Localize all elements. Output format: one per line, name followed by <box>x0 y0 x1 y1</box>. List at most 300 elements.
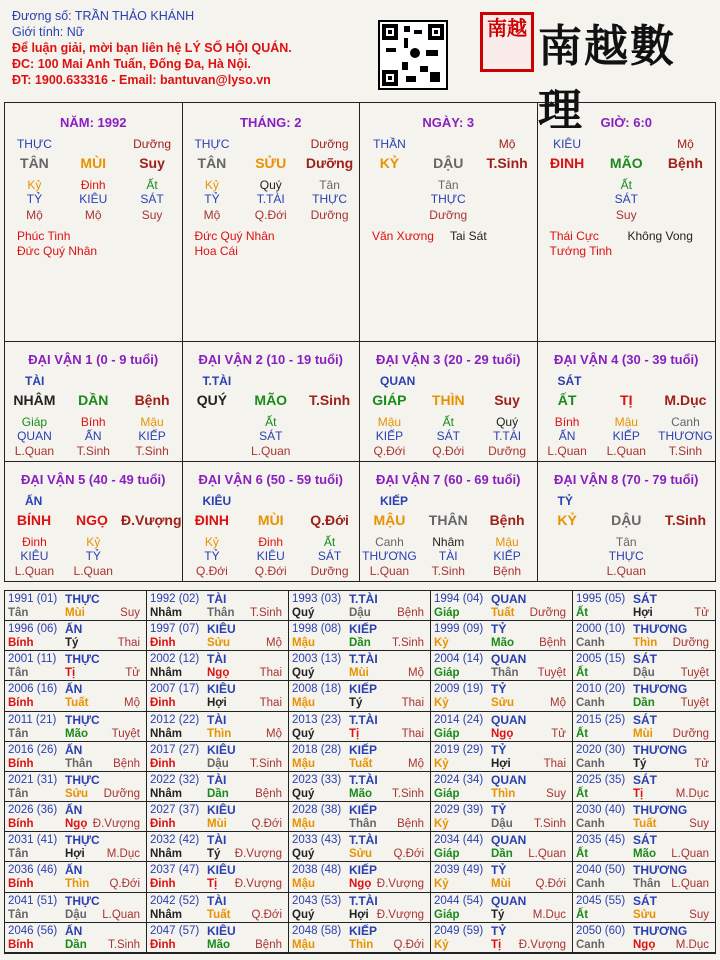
year-label: 2048 (58) <box>292 924 342 937</box>
year-stage: Bệnh <box>255 938 282 951</box>
year-branch: Dần <box>491 848 513 861</box>
annual-luck-table <box>4 590 716 954</box>
dv-hidden-god-1: SÁT <box>436 429 460 443</box>
year-stem: Giáp <box>434 787 460 800</box>
year-label: 1998 (08) <box>292 623 342 636</box>
year-stem: Nhâm <box>150 607 182 619</box>
four-pillars <box>4 102 716 342</box>
year-label: 2012 (22) <box>150 713 200 726</box>
dv-life-stage-0 <box>538 564 597 578</box>
year-label: 2046 (56) <box>8 924 58 937</box>
year-god: THƯƠNG <box>633 863 688 878</box>
dv-hidden-stem-0: Kỷ <box>204 534 219 549</box>
year-cell <box>5 923 147 953</box>
year-stem: Ất <box>576 787 589 800</box>
dv-hidden-stem-2: Mậu <box>140 415 164 429</box>
dv-hidden-god-0 <box>183 429 242 443</box>
year-god: KIÊU <box>207 923 236 938</box>
year-branch: Ngọ <box>207 667 230 680</box>
year-branch: Thìn <box>207 727 232 740</box>
dv-hidden-stem-0: Giáp <box>21 415 48 429</box>
year-stage: L.Quan <box>671 848 709 861</box>
year-cell <box>431 591 573 621</box>
year-branch: Sửu <box>491 697 515 710</box>
year-stage: Bệnh <box>397 607 424 619</box>
star-label: Thái Cực <box>549 229 599 243</box>
year-cell <box>147 923 289 953</box>
year-stem: Kỷ <box>434 818 449 831</box>
pillar-title: NGÀY: 3 <box>422 115 475 130</box>
year-branch: Hợi <box>633 607 653 619</box>
year-stage: Đ.Vượng <box>518 938 566 951</box>
god-label-2: Dưỡng <box>310 137 349 151</box>
year-cell <box>431 712 573 742</box>
dv-god: TỶ <box>557 493 573 508</box>
dv-life-stage-1: Q.Đới <box>432 444 465 458</box>
year-label: 2027 (37) <box>150 804 200 817</box>
year-label: 2028 (38) <box>292 804 342 817</box>
pillar-cell <box>538 103 716 341</box>
dv-god: TÀI <box>25 374 45 388</box>
year-stem: Quý <box>292 727 315 740</box>
dv-stem-branch-2: T.Sinh <box>664 511 707 528</box>
year-branch: Tị <box>633 787 644 800</box>
year-label: 2014 (24) <box>434 713 484 726</box>
year-cell <box>147 832 289 862</box>
year-stage: Dưỡng <box>672 637 709 650</box>
year-stem: Đinh <box>150 757 176 770</box>
year-label: 2007 (17) <box>150 683 200 696</box>
year-stage: Q.Đới <box>251 818 282 831</box>
dv-hidden-god-2 <box>656 549 715 563</box>
header-info <box>12 8 292 88</box>
dv-life-stage-0: L.Quan <box>14 444 55 458</box>
year-stem: Đinh <box>150 697 176 710</box>
stem-branch-2: Suy <box>139 155 165 171</box>
year-stem: Đinh <box>150 818 176 831</box>
year-label: 2043 (53) <box>292 894 342 907</box>
year-label: 2010 (20) <box>576 683 626 696</box>
year-cell <box>147 802 289 832</box>
star-label: Tướng Tinh <box>549 244 613 258</box>
year-god: QUAN <box>491 652 527 667</box>
dv-stem-branch-1: DẦN <box>78 392 109 408</box>
year-branch: Thìn <box>349 938 374 951</box>
year-branch: Mão <box>65 727 88 740</box>
dv-stem-branch-2: Q.Đới <box>310 511 349 528</box>
year-cell <box>431 681 573 711</box>
year-branch: Sửu <box>349 848 373 861</box>
dv-life-stage-1: T.Sinh <box>76 444 110 458</box>
year-god: ẤN <box>65 923 83 938</box>
year-stage: Bệnh <box>539 637 566 650</box>
year-stem: Giáp <box>434 908 460 921</box>
year-branch: Thìn <box>491 787 516 800</box>
year-cell <box>573 832 715 862</box>
year-god: KIÊU <box>207 803 236 818</box>
year-branch: Tý <box>491 908 505 921</box>
pillar-cell <box>360 103 538 341</box>
dv-hidden-god-1: THỰC <box>608 548 644 563</box>
year-stage: M.Dục <box>532 908 566 921</box>
year-cell <box>5 742 147 772</box>
year-label: 2021 (31) <box>8 773 58 786</box>
year-god: TỶ <box>491 742 507 757</box>
year-branch: Mão <box>349 787 372 800</box>
year-cell <box>147 862 289 892</box>
hidden-god-1: KIÊU <box>79 192 108 206</box>
year-stage: T.Sinh <box>108 938 140 951</box>
year-label: 2011 (21) <box>8 713 57 726</box>
year-stem: Bính <box>8 637 34 650</box>
dv-hidden-stem-2: Quý <box>496 415 519 429</box>
year-label: 2047 (57) <box>150 924 200 937</box>
hidden-stem-2: Ất <box>146 178 158 192</box>
year-branch: Thân <box>349 818 377 831</box>
pillar-cell <box>183 103 361 341</box>
year-god: THỰC <box>65 772 100 787</box>
year-god: TÀI <box>207 833 227 848</box>
year-god: SÁT <box>633 772 657 787</box>
dv-life-stage-1: T.Sinh <box>431 563 465 578</box>
year-branch: Dần <box>633 697 655 710</box>
dv-hidden-god-0: ẤN <box>558 429 576 443</box>
dv-life-stage-1: Q.Đới <box>254 563 287 578</box>
dv-hidden-stem-1: Mậu <box>614 415 638 429</box>
gender: Giới tính: Nữ <box>12 25 85 39</box>
dai-van-title: ĐẠI VẬN 3 (20 - 29 tuổi) <box>376 352 521 367</box>
year-stem: Kỷ <box>434 697 449 710</box>
dv-stem-branch-2: T.Sinh <box>308 392 351 408</box>
year-god: T.TÀI <box>349 893 378 908</box>
year-branch: Thìn <box>65 878 90 891</box>
year-god: T.TÀI <box>349 652 378 667</box>
year-branch: Dậu <box>491 818 513 831</box>
year-branch: Tị <box>65 667 76 680</box>
year-branch: Tý <box>65 637 79 650</box>
life-stage-2 <box>478 208 537 222</box>
owner-name: Đương số: TRẦN THẢO KHÁNH <box>12 9 195 23</box>
year-god: T.TÀI <box>349 772 378 787</box>
dv-hidden-god-0: THƯƠNG <box>362 548 417 563</box>
year-cell <box>289 893 431 923</box>
star-label: Đức Quý Nhân <box>194 229 275 243</box>
year-stem: Quý <box>292 848 315 861</box>
year-cell <box>5 772 147 802</box>
dv-hidden-stem-0: Bính <box>554 415 580 429</box>
year-branch: Sửu <box>633 908 657 921</box>
year-stem: Kỷ <box>434 757 449 770</box>
stem-branch-2: Bệnh <box>667 155 703 171</box>
year-stem: Quý <box>292 908 315 921</box>
year-stage: Q.Đới <box>109 878 140 891</box>
year-god: TÀI <box>207 893 227 908</box>
year-label: 2026 (36) <box>8 804 58 817</box>
god-label-2: Mộ <box>498 137 516 151</box>
hidden-stem-0: Kỷ <box>204 178 219 192</box>
dv-life-stage-2 <box>300 444 359 458</box>
year-god: KIẾP <box>349 803 378 818</box>
dv-hidden-god-0 <box>538 549 597 563</box>
year-label: 2008 (18) <box>292 683 342 696</box>
dv-hidden-god-1: TỶ <box>85 548 101 563</box>
dv-hidden-stem-0: Đinh <box>22 534 47 549</box>
year-label: 2030 (40) <box>576 804 626 817</box>
year-label: 1999 (09) <box>434 623 484 636</box>
dv-life-stage-2: T.Sinh <box>668 444 703 458</box>
year-god: KIẾP <box>349 622 378 637</box>
year-stem: Mậu <box>292 757 315 770</box>
dv-stem-branch-0: BÍNH <box>16 511 52 528</box>
god-label-0: THỰC <box>16 137 52 151</box>
dv-life-stage-0 <box>183 444 242 458</box>
year-cell <box>431 651 573 681</box>
year-stage: Tuyệt <box>680 667 709 680</box>
dv-hidden-stem-1: Ất <box>442 415 454 429</box>
dv-stem-branch-2: Bệnh <box>134 392 170 408</box>
dv-hidden-stem-2: Ất <box>323 534 336 549</box>
year-stem: Canh <box>576 878 605 891</box>
year-god: ẤN <box>65 682 83 697</box>
year-cell <box>147 772 289 802</box>
dv-god: KIÊU <box>202 493 232 508</box>
year-stage: L.Quan <box>671 878 709 891</box>
hidden-stem-0: Kỷ <box>27 178 42 192</box>
year-god: TỶ <box>491 863 507 878</box>
year-god: QUAN <box>491 893 527 908</box>
life-stage-2: Dưỡng <box>310 208 349 222</box>
year-branch: Hợi <box>65 848 85 861</box>
dv-stem-branch-2: Bệnh <box>489 511 525 528</box>
year-label: 2040 (50) <box>576 864 626 877</box>
dai-van-cell <box>360 462 538 582</box>
year-label: 2036 (46) <box>8 864 58 877</box>
brand-logo: 南越數理 <box>538 21 676 136</box>
dv-life-stage-1: L.Quan <box>73 563 113 578</box>
hidden-stem-2 <box>478 178 537 192</box>
dv-stem-branch-1: THÌN <box>431 392 465 408</box>
hidden-god-1: THỰC <box>430 192 466 206</box>
year-cell <box>147 712 289 742</box>
year-branch: Hợi <box>491 757 511 770</box>
year-cell <box>147 893 289 923</box>
year-branch: Mùi <box>349 667 369 680</box>
year-god: QUAN <box>491 592 527 606</box>
year-stage: Thai <box>117 637 140 650</box>
year-label: 2023 (33) <box>292 773 342 786</box>
year-stage: M.Dục <box>675 787 709 800</box>
dv-stem-branch-0: ĐINH <box>194 511 230 528</box>
dai-van-cell <box>360 342 538 462</box>
year-label: 2045 (55) <box>576 894 626 907</box>
year-label: 2039 (49) <box>434 864 484 877</box>
year-stem: Đinh <box>150 938 176 951</box>
year-god: TÀI <box>207 772 227 787</box>
year-label: 2009 (19) <box>434 683 484 696</box>
year-stem: Tân <box>8 908 29 921</box>
year-stage: T.Sinh <box>392 637 424 650</box>
hidden-stem-1: Tân <box>437 178 459 192</box>
year-god: KIẾP <box>349 863 378 878</box>
life-stage-1: Mộ <box>84 208 102 222</box>
dv-hidden-god-2: SÁT <box>317 548 342 563</box>
year-stem: Đinh <box>150 637 176 650</box>
year-branch: Hợi <box>349 908 369 921</box>
year-cell <box>431 862 573 892</box>
year-stem: Nhâm <box>150 727 182 740</box>
year-label: 2022 (32) <box>150 773 200 786</box>
year-cell <box>431 772 573 802</box>
year-branch: Tý <box>207 848 221 861</box>
year-cell <box>147 621 289 651</box>
year-cell <box>289 681 431 711</box>
year-branch: Tý <box>633 757 647 770</box>
year-label: 2038 (48) <box>292 864 342 877</box>
year-cell <box>5 712 147 742</box>
year-branch: Tuất <box>491 607 515 619</box>
year-god: TỶ <box>491 803 507 818</box>
year-branch: Dậu <box>65 908 87 921</box>
year-label: 2024 (34) <box>434 773 484 786</box>
year-cell <box>5 681 147 711</box>
year-stage: T.Sinh <box>250 757 282 770</box>
year-cell <box>289 862 431 892</box>
year-stem: Canh <box>576 818 605 831</box>
dai-van-title: ĐẠI VẬN 1 (0 - 9 tuổi) <box>28 352 159 367</box>
year-stem: Ất <box>576 908 589 921</box>
year-stage: Tử <box>551 727 566 740</box>
dv-hidden-stem-2: Mậu <box>495 534 519 549</box>
god-label-1 <box>419 137 478 151</box>
year-cell <box>289 832 431 862</box>
year-god: ẤN <box>65 742 83 757</box>
year-stage: Thai <box>543 757 566 770</box>
year-stage: Bệnh <box>255 787 282 800</box>
year-stage: Suy <box>546 787 566 800</box>
year-stem: Bính <box>8 697 34 710</box>
dv-hidden-stem-2 <box>300 415 359 429</box>
hidden-god-2 <box>478 192 537 206</box>
year-cell <box>431 742 573 772</box>
year-branch: Ngọ <box>491 727 514 740</box>
year-label: 2002 (12) <box>150 653 200 666</box>
year-label: 2001 (11) <box>8 653 57 666</box>
year-god: KIÊU <box>207 682 236 697</box>
year-god: THỰC <box>65 652 100 667</box>
dv-life-stage-2: Dưỡng <box>310 563 349 578</box>
dv-god: ẤN <box>25 493 43 508</box>
dv-hidden-stem-0 <box>538 535 597 549</box>
year-stem: Tân <box>8 727 29 740</box>
god-label-2: Mộ <box>677 137 694 151</box>
stem-branch-1: MÃO <box>609 155 643 171</box>
dv-stem-branch-1: TỊ <box>620 392 633 408</box>
pillar-title: NĂM: 1992 <box>60 115 127 130</box>
year-cell <box>5 893 147 923</box>
year-branch: Hợi <box>207 697 227 710</box>
year-stem: Giáp <box>434 667 460 680</box>
year-stem: Đinh <box>150 878 176 891</box>
address-line: ĐC: 100 Mai Anh Tuấn, Đống Đa, Hà Nội. <box>12 57 251 71</box>
hidden-god-2: THỰC <box>312 192 348 206</box>
dv-life-stage-0: L.Quan <box>14 563 55 578</box>
dv-life-stage-0: Q.Đới <box>195 563 228 578</box>
year-stage: Thai <box>401 697 424 710</box>
dai-van-cell <box>5 342 183 462</box>
year-stem: Tân <box>8 607 29 619</box>
year-stem: Ất <box>576 727 589 740</box>
year-god: THƯƠNG <box>633 622 688 637</box>
year-stem: Kỷ <box>434 878 449 891</box>
year-cell <box>289 591 431 621</box>
dv-stem-branch-0: QUÝ <box>196 392 228 408</box>
year-branch: Ngọ <box>65 818 88 831</box>
year-stage: Tuyệt <box>537 667 566 680</box>
dai-van-title: ĐẠI VẬN 2 (10 - 19 tuổi) <box>198 352 343 367</box>
dv-hidden-god-2 <box>123 549 182 563</box>
year-label: 2003 (13) <box>292 653 342 666</box>
dv-life-stage-0: L.Quan <box>369 563 410 578</box>
year-stage: Mộ <box>550 697 566 710</box>
year-cell <box>431 621 573 651</box>
stem-branch-0: TÂN <box>197 155 227 171</box>
year-branch: Mão <box>491 637 514 650</box>
dv-hidden-stem-1: Nhâm <box>432 534 465 549</box>
year-stem: Quý <box>292 667 315 680</box>
year-god: TỶ <box>491 923 507 938</box>
year-branch: Tuất <box>633 818 657 831</box>
year-god: TÀI <box>207 712 227 727</box>
year-label: 2032 (42) <box>150 834 200 847</box>
year-god: TỶ <box>491 682 507 697</box>
year-cell <box>289 923 431 953</box>
year-stem: Mậu <box>292 938 315 951</box>
year-branch: Thìn <box>633 637 658 650</box>
dv-life-stage-1: L.Quan <box>606 563 646 578</box>
dv-god: KIẾP <box>380 493 409 508</box>
dv-god: QUAN <box>380 374 416 388</box>
life-stage-1: Suy <box>615 208 637 222</box>
year-stage: Thai <box>401 727 424 740</box>
dv-hidden-god-1: TÀI <box>438 548 458 563</box>
year-branch: Mão <box>207 938 230 951</box>
year-cell <box>573 591 715 621</box>
year-cell <box>289 802 431 832</box>
dai-van-title: ĐẠI VẬN 5 (40 - 49 tuổi) <box>21 471 166 487</box>
stem-branch-2: T.Sinh <box>486 155 528 171</box>
year-stem: Bính <box>8 878 34 891</box>
year-stage: Đ.Vượng <box>234 848 282 861</box>
dv-stem-branch-2: M.Dục <box>664 392 707 408</box>
year-label: 2041 (51) <box>8 894 58 907</box>
year-branch: Tý <box>349 697 363 710</box>
year-label: 1995 (05) <box>576 593 626 605</box>
year-god: SÁT <box>633 833 657 848</box>
year-cell <box>289 742 431 772</box>
god-label-0: THỰC <box>194 137 230 151</box>
year-stage: T.Sinh <box>392 787 424 800</box>
year-label: 2042 (52) <box>150 894 200 907</box>
stem-branch-1: DẬU <box>433 155 464 171</box>
dai-van-cell <box>5 462 183 582</box>
dv-stem-branch-2: Suy <box>494 392 520 408</box>
dv-stem-branch-0: GIÁP <box>372 392 407 408</box>
year-branch: Dần <box>65 938 87 951</box>
year-god: THỰC <box>65 592 100 606</box>
year-stem: Quý <box>292 787 315 800</box>
year-god: SÁT <box>633 652 657 667</box>
year-cell <box>573 772 715 802</box>
